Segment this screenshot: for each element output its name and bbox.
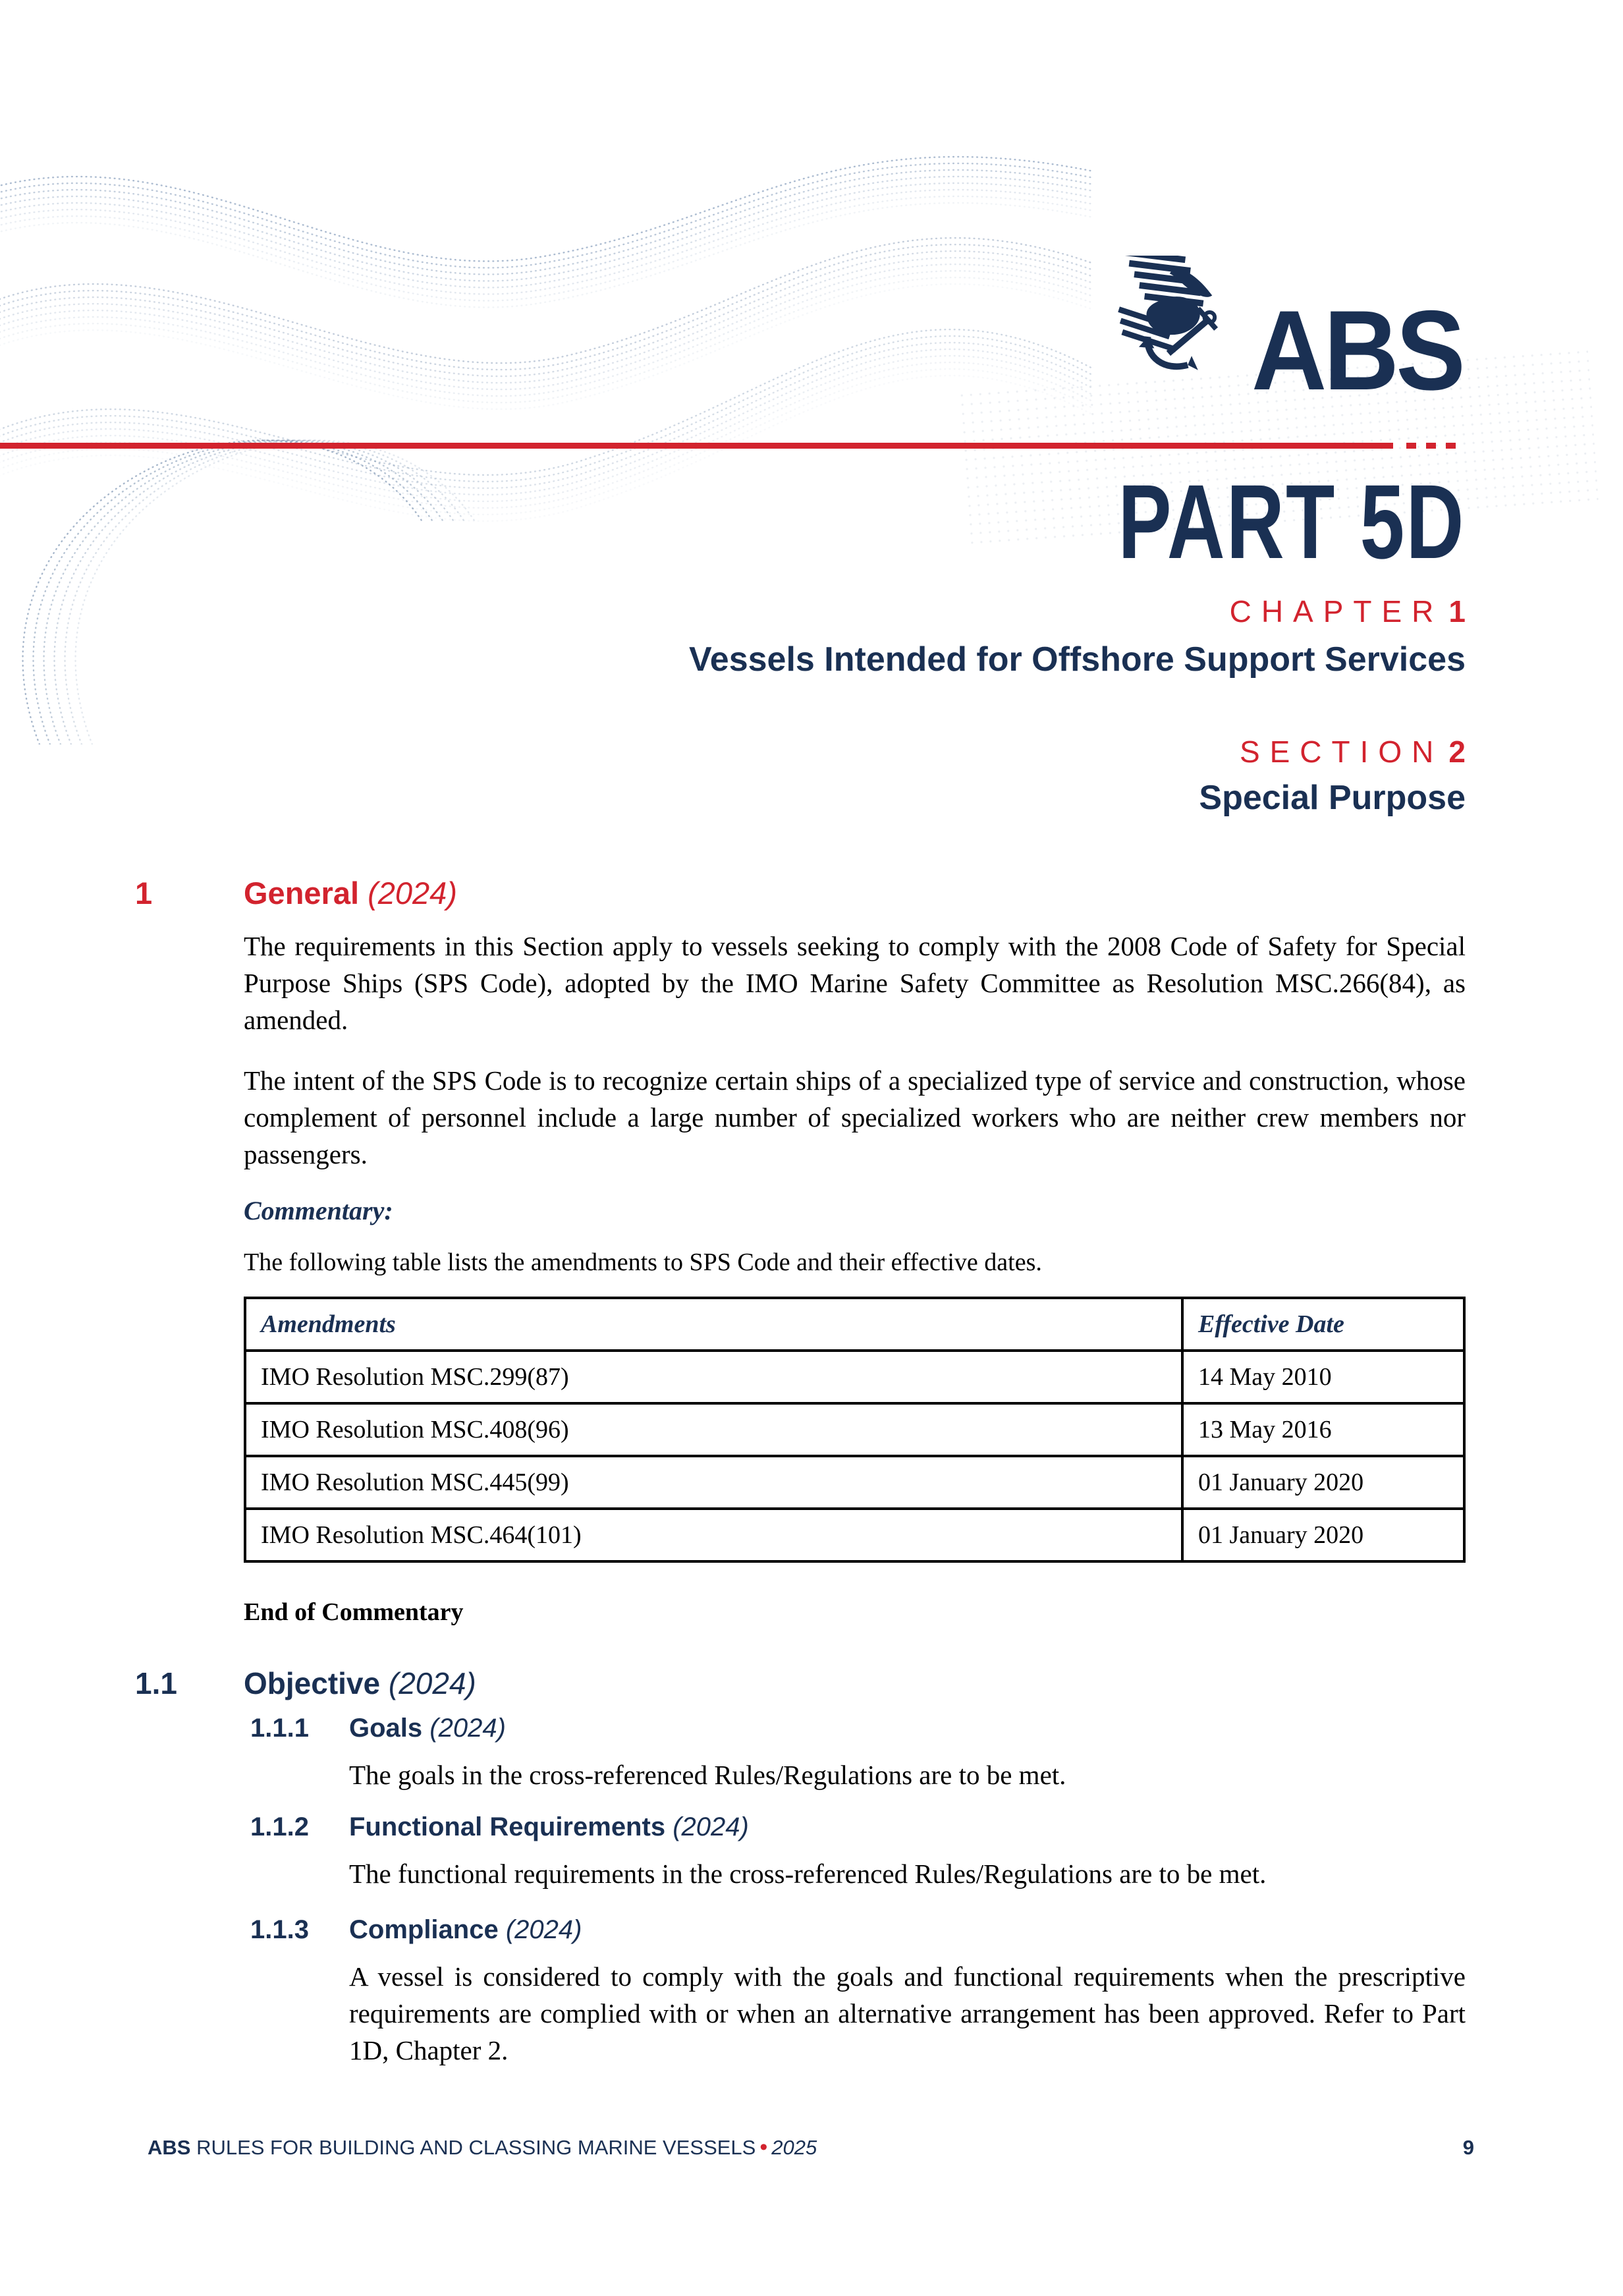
table-cell-date: 01 January 2020 [1182, 1509, 1464, 1561]
section-label-line [1240, 737, 1466, 767]
amendments-table [244, 1297, 1466, 1563]
part-title: PART 5D [1118, 462, 1466, 580]
table-cell-amendment: IMO Resolution MSC.299(87) [245, 1351, 1182, 1403]
heading-number: 1.1.3 [250, 1915, 309, 1944]
heading-number: 1.1 [135, 1666, 177, 1700]
paragraph: A vessel is considered to comply with the goals and functional requirements when the prescriptive requirements are complied with or when an alternative arrangement has been approved. Refer to Part 1D, Chapter 2. [349, 1961, 1466, 2065]
table-cell-date: 01 January 2020 [1182, 1456, 1464, 1509]
heading-objective [0, 1666, 1623, 1701]
abs-logo [1112, 256, 1481, 414]
heading-text [349, 1712, 1623, 1745]
heading-number: 1.1.1 [250, 1714, 309, 1743]
chapter-title: Vessels Intended for Offshore Support Services [688, 640, 1466, 679]
heading-text [244, 875, 1623, 912]
heading-text [349, 1913, 1623, 1946]
abs-logo-text: ABS [1252, 287, 1463, 414]
rule-dash [1426, 443, 1436, 449]
rule-dash [1446, 443, 1456, 449]
heading-text [244, 1666, 1623, 1701]
footer-text: RULES FOR BUILDING AND CLASSING MARINE VESSELS [196, 2136, 756, 2159]
heading-year: (2024) [673, 1812, 749, 1841]
header-red-rule [0, 443, 1393, 449]
chapter-label: CHAPTER [1229, 594, 1444, 629]
commentary-label: Commentary: [244, 1196, 393, 1225]
footer-year: 2025 [771, 2136, 817, 2159]
heading-text [349, 1810, 1623, 1843]
footer-bullet: • [759, 2135, 768, 2160]
heading-general [0, 875, 1623, 912]
table-row [245, 1456, 1464, 1509]
heading-year: (2024) [388, 1666, 476, 1700]
paragraph: The intent of the SPS Code is to recognize certain ships of a specialized type of service and construction, whose complement of personnel include a large number of specialized workers who are neither crew members nor passengers. [244, 1065, 1466, 1169]
table-header-row [245, 1298, 1464, 1351]
heading-title: Objective [244, 1666, 381, 1700]
chapter-label-line [1230, 596, 1466, 627]
heading-number: 1 [135, 876, 153, 910]
paragraph: The goals in the cross-referenced Rules/Regulations are to be met. [349, 1760, 1066, 1790]
abs-eagle-anchor-icon [1112, 256, 1247, 391]
heading-year: (2024) [368, 876, 457, 910]
table-cell-date: 14 May 2010 [1182, 1351, 1464, 1403]
page-content [0, 875, 1623, 2069]
section-title: Special Purpose [1199, 779, 1466, 817]
page-footer [148, 2135, 1474, 2160]
heading-number: 1.1.2 [250, 1812, 309, 1841]
table-row [245, 1351, 1464, 1403]
table-cell-amendment: IMO Resolution MSC.408(96) [245, 1403, 1182, 1456]
table-header-effective-date: Effective Date [1182, 1298, 1464, 1351]
rule-dash [1406, 443, 1416, 449]
heading-functional-requirements [0, 1810, 1623, 1843]
paragraph: The requirements in this Section apply to vessels seeking to comply with the 2008 Code of Safety for Special Purpose Ships (SPS Code), adopted by the IMO Marine Safety Committee as Resolution MSC.266(84), as amended. [244, 931, 1466, 1035]
section-label: SECTION [1239, 735, 1444, 769]
commentary-intro: The following table lists the amendments to SPS Code and their effective dates. [244, 1248, 1042, 1276]
table-cell-amendment: IMO Resolution MSC.445(99) [245, 1456, 1182, 1509]
footer-brand: ABS [148, 2136, 191, 2159]
heading-title: Compliance [349, 1915, 499, 1944]
paragraph: The functional requirements in the cross-referenced Rules/Regulations are to be met. [349, 1859, 1267, 1889]
heading-title: Functional Requirements [349, 1812, 666, 1841]
heading-title: General [244, 876, 360, 910]
table-header-amendments: Amendments [245, 1298, 1182, 1351]
footer-left [148, 2135, 817, 2160]
table-row [245, 1403, 1464, 1456]
heading-compliance [0, 1913, 1623, 1946]
heading-title: Goals [349, 1714, 423, 1743]
section-number: 2 [1448, 735, 1466, 769]
end-of-commentary: End of Commentary [244, 1598, 464, 1626]
table-row [245, 1509, 1464, 1561]
page-number: 9 [1462, 2136, 1474, 2159]
table-cell-amendment: IMO Resolution MSC.464(101) [245, 1509, 1182, 1561]
heading-year: (2024) [429, 1714, 506, 1743]
chapter-number: 1 [1448, 594, 1466, 629]
heading-year: (2024) [505, 1915, 582, 1944]
heading-goals [0, 1712, 1623, 1745]
table-cell-date: 13 May 2016 [1182, 1403, 1464, 1456]
